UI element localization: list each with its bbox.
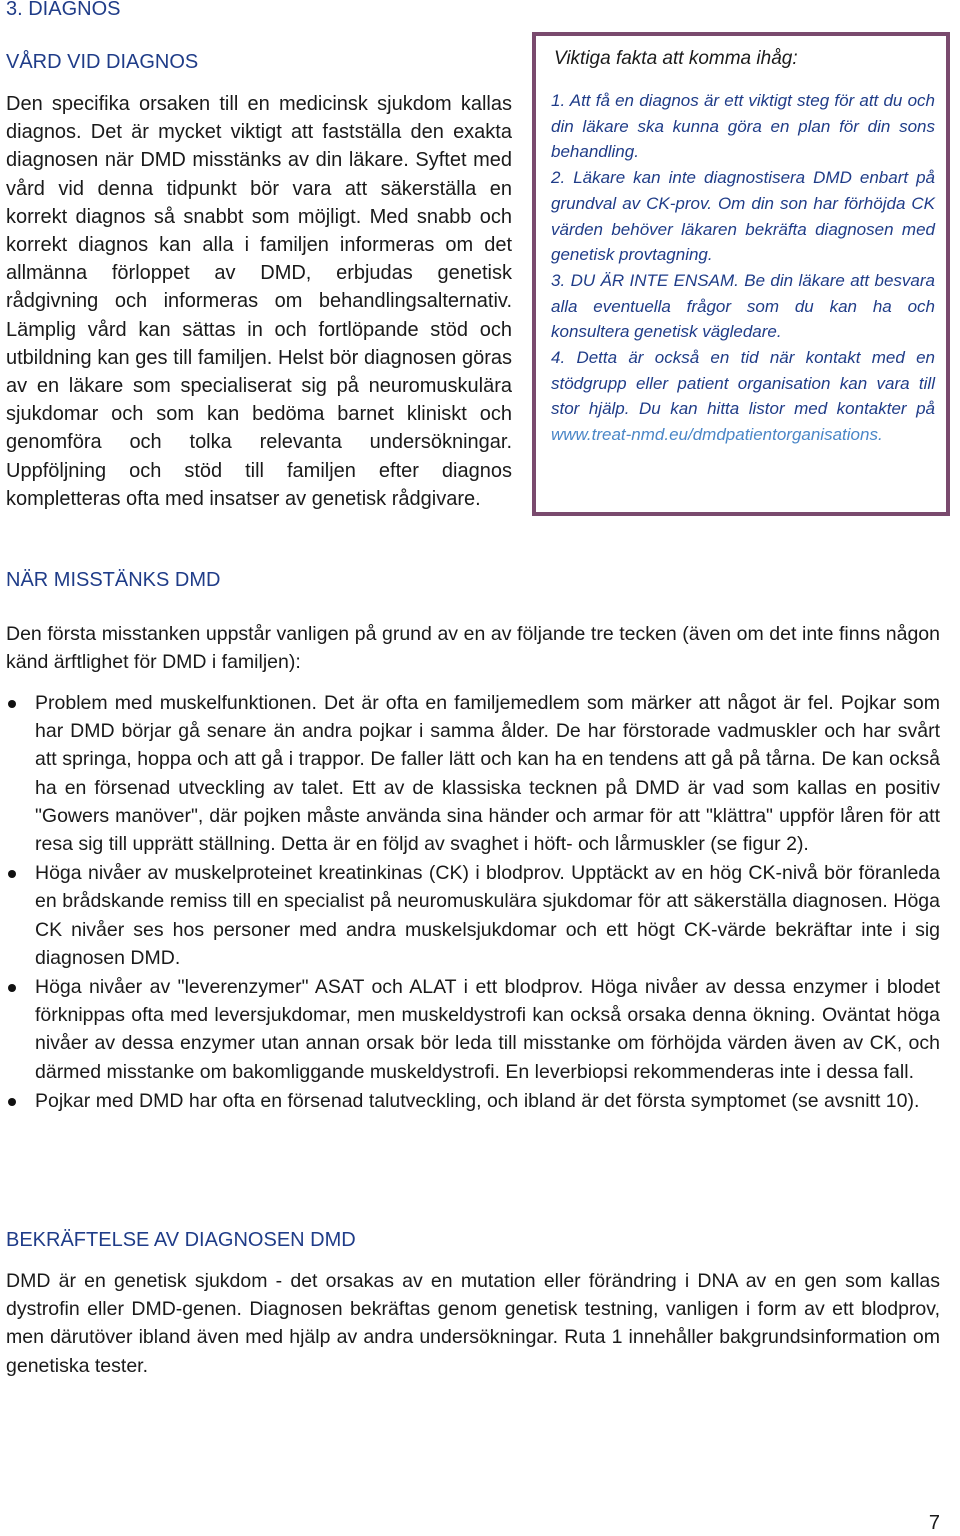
vard-heading: VÅRD VID DIAGNOS — [6, 51, 199, 73]
bekraftelse-body: DMD är en genetisk sjukdom - det orsakas av en mutation eller förändring i DNA av en gen som kallas dystrofin eller DMD-genen. Diagnosen bekräftas genom genetisk testning, vanligen i form av ett blodprov, men därutöver ibland även med hjälp av andra undersökningar. Ruta 1 innehåller bakgrundsinformation om genetiska tester. — [6, 1270, 940, 1377]
page-number: 7 — [928, 1512, 940, 1534]
list-item-text: Höga nivåer av "leverenzymer" ASAT och ALAT i ett blodprov. Höga nivåer av dessa enzymer i blodet förknippas ofta med leversjukdomar, men muskeldystrofi kan också orsaka denna ökning. Oväntat höga nivåer av dessa enzymer utan annan orsak bör leda till misstanke om förhöjda värden även av CK, och därmed misstanke om bakomliggande muskeldystrofi. En leverbiopsi rekommenderas inte i dessa fall. — [35, 976, 940, 1083]
misstanks-heading: NÄR MISSTÄNKS DMD — [6, 569, 221, 591]
list-item — [6, 1087, 940, 1115]
list-item — [6, 859, 940, 972]
bullet-icon — [8, 700, 16, 708]
bullet-icon — [8, 870, 16, 878]
list-item-text: Pojkar med DMD har ofta en försenad talutveckling, och ibland är det första symptomet (se avsnitt 10). — [35, 1089, 920, 1112]
facts-box — [532, 32, 950, 516]
facts-item-4 — [551, 345, 935, 448]
facts-item-1: 1. Att få en diagnos är ett viktigt steg för att du och din läkare ska kunna göra en plan för din sons behandling. — [551, 91, 935, 162]
list-item-text: Höga nivåer av muskelproteinet kreatinkinas (CK) i blodprov. Upptäckt av en hög CK-nivå bör föranleda en brådskande remiss till en specialist på neuromuskulära sjukdomar för att säkerställa diagnosen. Höga CK nivåer ses hos personer med andra muskelsjukdomar och ett högt CK-värde bekräftar inte i sig diagnosen DMD. — [35, 862, 940, 969]
bekraftelse-heading: BEKRÄFTELSE AV DIAGNOSEN DMD — [6, 1229, 356, 1251]
bullet-icon — [8, 1098, 16, 1106]
facts-item-2: 2. Läkare kan inte diagnostisera DMD enbart på grundval av CK-prov. Om din son har förhöjda CK värden behöver läkaren bekräfta diagnosen med genetisk provtagning. — [551, 168, 935, 265]
section-title: 3. DIAGNOS — [6, 0, 121, 20]
list-item — [6, 973, 940, 1086]
symptom-list — [6, 689, 940, 1116]
vard-body: Den specifika orsaken till en medicinsk sjukdom kallas diagnos. Det är mycket viktigt att fastställa den exakta diagnosen när DMD misstänks av din läkare. Syftet med vård vid denna tidpunkt bör vara att säkerställa en korrekt diagnos så snabbt som möjligt. Med snabb och korrekt diagnos kan alla i familjen informeras om det allmänna förloppet av DMD, erbjudas genetisk rådgivning och informeras om behandlingsalternativ. Lämplig vård kan sättas in och fortlöpande stöd och utbildning kan ges till familjen. Helst bör diagnosen göras av en läkare som specialiserat sig på neuromuskulära sjukdomar och som kan bedöma barnet kliniskt och genomföra och tolka relevanta undersökningar. Uppföljning och stöd till familjen efter diagnos kompletteras ofta med insatser av genetisk rådgivare. — [6, 93, 512, 510]
misstanks-intro: Den första misstanken uppstår vanligen på grund av en av följande tre tecken (även om det inte finns någon känd ärftlighet för DMD i familjen): — [6, 623, 940, 674]
facts-box-body — [551, 88, 935, 448]
list-item — [6, 689, 940, 858]
facts-item-4-text: 4. Detta är också en tid när kontakt med en stödgrupp eller patient organisation kan vara till stor hjälp. Du kan hitta listor med kontakter på — [551, 348, 935, 419]
facts-box-title: Viktiga fakta att komma ihåg: — [554, 48, 798, 69]
list-item-text: Problem med muskelfunktionen. Det är ofta en familjemedlem som märker att något är fel. Pojkar som har DMD börjar gå senare än andra pojkar i samma ålder. De har förstorade vadmuskler och har svårt att springa, hoppa och att gå i trappor. De faller lätt och kan ha en tendens att gå på tårna. De kan också ha en försenad utveckling av talet. Ett av de klassiska tecknen på DMD är vad som kallas en positiv "Gowers manöver", där pojken måste använda sina händer och armar för att "klättra" uppför låren för att resa sig till upprätt ställning. Detta är en följd av svaghet i höft- och lårmuskler (se figur 2). — [35, 692, 940, 856]
bullet-icon — [8, 984, 16, 992]
patient-organisations-link[interactable]: www.treat-nmd.eu/dmdpatientorganisations. — [551, 425, 883, 445]
facts-item-3: 3. DU ÄR INTE ENSAM. Be din läkare att besvara alla eventuella frågor som du kan ha och konsultera genetisk vägledare. — [551, 270, 935, 342]
